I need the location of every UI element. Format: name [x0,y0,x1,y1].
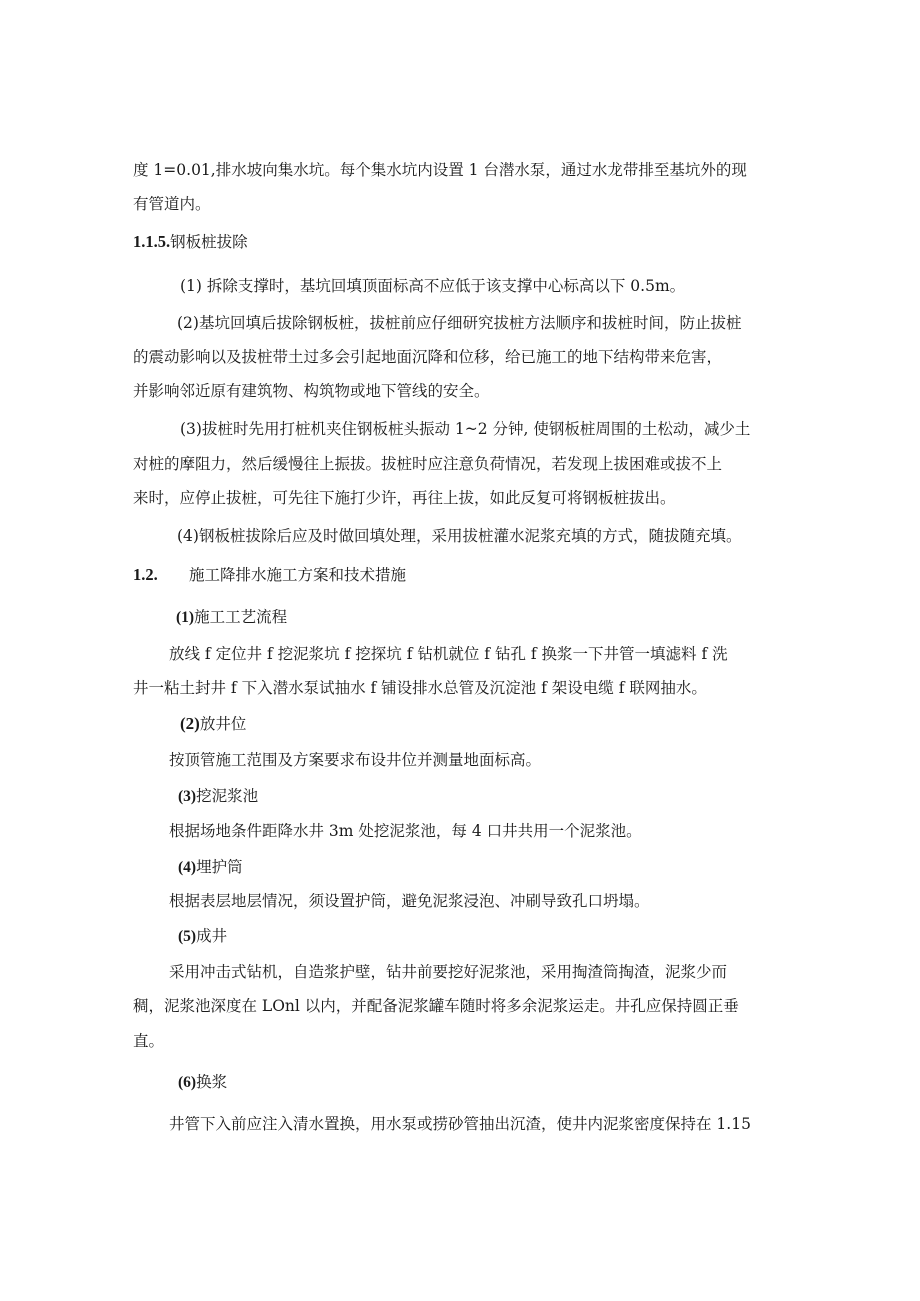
paragraph-line: 根据场地条件距降水井 3m 处挖泥浆池，每 4 口井共用一个泥浆池。 [169,822,642,840]
paragraph-line: 的震动影响以及拔桩带土过多会引起地面沉降和位移，给已施工的地下结构带来危害， [133,348,723,366]
subheading-text: 成井 [196,927,228,945]
text-line: 有管道内。 [133,195,211,213]
paragraph-line: (2)基坑回填后拔除钢板桩，拔桩前应仔细研究拔桩方法顺序和拔桩时间，防止拔桩 [177,314,742,332]
subheading-number: (2) [180,714,200,733]
subheading-5 [178,926,227,947]
subheading-number: (3) [178,788,197,805]
subheading-1 [176,607,287,628]
paragraph-line: 根据表层地层情况，须设置护筒，避免泥浆浸泡、冲刷导致孔口坍塌。 [169,892,650,910]
subheading-number: (5) [178,928,197,945]
paragraph-line: 稠，泥浆池深度在 LOnl 以内，并配备泥浆罐车随时将多余泥浆运走。井孔应保持圆正垂 [133,997,739,1015]
section-heading-1-2 [133,565,406,585]
subheading-number: (1) [176,609,195,626]
paragraph-line: (3)拔桩时先用打桩机夹住钢板桩头振动 1~2 分钟, 使钢板桩周围的土松动，减少土 [180,420,751,438]
section-heading-1-1-5 [133,232,248,252]
paragraph-line: 井一粘土封井 f 下入潜水泵试抽水 f 铺设排水总管及沉淀池 f 架设电缆 f 联网抽水。 [133,679,707,697]
heading-text: 钢板桩拔除 [170,233,248,251]
paragraph-line: 直。 [133,1032,165,1050]
subheading-text: 放井位 [199,715,247,733]
paragraph-line: (1) 拆除支撑时，基坑回填顶面标高不应低于该支撑中心标高以下 0.5m。 [180,277,686,295]
paragraph-line: 井管下入前应注入清水置换，用水泵或捞砂管抽出沉渣，使井内泥浆密度保持在 1.15 [169,1115,751,1133]
subheading-text: 挖泥浆池 [196,787,259,805]
subheading-2 [180,714,246,734]
subheading-text: 埋护筒 [196,858,243,876]
heading-number: 1.1.5. [133,232,171,251]
subheading-text: 施工工艺流程 [194,608,288,626]
paragraph-line: 采用冲击式钻机，自造浆护壁，钻井前要挖好泥浆池，采用掏渣筒掏渣，泥浆少而 [169,963,728,981]
subheading-number: (4) [178,859,197,876]
paragraph-line: (4)钢板桩拔除后应及时做回填处理，采用拔桩灌水泥浆充填的方式，随拔随充填。 [177,527,742,545]
subheading-3 [178,786,258,807]
paragraph-line: 并影响邻近原有建筑物、构筑物或地下管线的安全。 [133,382,490,400]
subheading-6 [178,1072,227,1093]
paragraph-line: 对桩的摩阻力，然后缓慢往上振拔。拔桩时应注意负荷情况，若发现上拔困难或拔不上 [133,455,723,473]
subheading-number: (6) [178,1074,197,1091]
paragraph-line: 来时，应停止拔桩，可先往下施打少许，再往上拔，如此反复可将钢板桩拔出。 [133,489,676,507]
heading-text: 施工降排水施工方案和技术措施 [189,566,407,584]
subheading-4 [178,857,243,878]
text-line: 度 1=0.01,排水坡向集水坑。每个集水坑内设置 1 台潜水泵，通过水龙带排至基坑外的现 [133,161,747,179]
heading-number: 1.2. [133,565,158,584]
paragraph-line: 放线 f 定位井 f 挖泥浆坑 f 挖探坑 f 钻机就位 f 钻孔 f 换浆一下井管一填滤料 f 洗 [169,645,728,663]
subheading-text: 换浆 [196,1073,228,1091]
paragraph-line: 按顶管施工范围及方案要求布设井位并测量地面标高。 [169,751,542,769]
